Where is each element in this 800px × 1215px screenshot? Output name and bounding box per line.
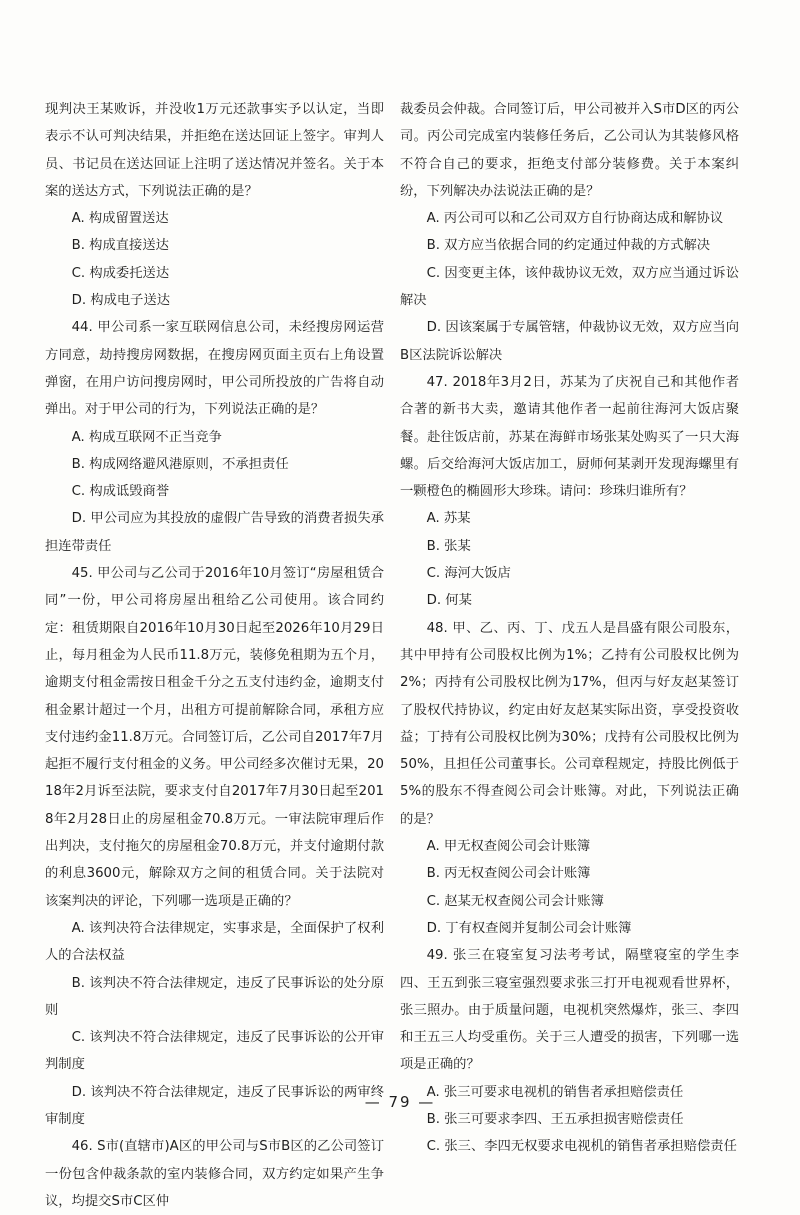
q44-option-d: D. 甲公司应为其投放的虚假广告导致的消费者损失承担连带责任	[45, 511, 384, 554]
q43-option-c: C. 构成委托送达	[71, 265, 170, 281]
q47-option-d: D. 何某	[426, 593, 472, 609]
q49-option-a: A. 张三可要求电视机的销售者承担赔偿责任	[426, 1084, 684, 1100]
q47-option-b: B. 张某	[426, 538, 471, 554]
q48-option-c: C. 赵某无权查阅公司会计账簿	[426, 893, 604, 909]
q46-option-b: B. 双方应当依据合同的约定通过仲裁的方式解决	[426, 238, 711, 254]
q45-option-d: D. 该判决不符合法律规定，违反了民事诉讼的两审终审制度	[45, 1084, 384, 1127]
q46-stem: 46. S市(直辖市)A区的甲公司与S市B区的乙公司签订一份包含仲裁条款的室内装修合同，双方约定如果产生争议，均提交S市C区仲	[45, 1139, 384, 1209]
left-column	[45, 96, 384, 1215]
q48-option-d: D. 丁有权查阅并复制公司会计账簿	[426, 920, 632, 936]
q46-option-c: C. 因变更主体，该仲裁协议无效，双方应当通过诉讼解决	[400, 265, 739, 309]
q45-option-b: B. 该判决不符合法律规定，违反了民事诉讼的处分原则	[45, 975, 384, 1018]
page-number: — 79 —	[364, 1093, 436, 1111]
q48-option-a: A. 甲无权查阅公司会计账簿	[426, 839, 591, 855]
q46-option-d: D. 因该案属于专属管辖，仲裁协议无效，双方应当向B区法院诉讼解决	[400, 320, 739, 363]
q46-option-a: A. 丙公司可以和乙公司双方自行协商达成和解协议	[426, 211, 724, 227]
q43-option-d: D. 构成电子送达	[71, 293, 171, 309]
q47-option-a: A. 苏某	[426, 511, 471, 527]
q43-option-b: B. 构成直接送达	[71, 238, 169, 254]
q44-option-b: B. 构成网络避风港原则，不承担责任	[71, 456, 289, 472]
q49-stem: 49. 张三在寝室复习法考考试，隔壁寝室的学生李四、王五到张三寝室强烈要求张三打开电视观看世界杯，张三照办。由于质量问题，电视机突然爆炸，张三、李四和王五三人均受重伤。关于三人遭受的损害，下列哪一选项是正确的？	[400, 948, 739, 1073]
q47-option-c: C. 海河大饭店	[426, 566, 511, 582]
q48-option-b: B. 丙无权查阅公司会计账簿	[426, 866, 591, 882]
q47-stem: 47. 2018年3月2日，苏某为了庆祝自己和其他作者合著的新书大卖，邀请其他作者一起前往海河大饭店聚餐。赴往饭店前，苏某在海鲜市场张某处购买了一只大海螺。后交给海河大饭店加工，厨师何某剥开发现海螺里有一颗橙色的椭圆形大珍珠。请问：珍珠归谁所有？	[400, 374, 739, 500]
q44-option-a: A. 构成互联网不正当竞争	[71, 429, 222, 445]
q44-stem: 44. 甲公司系一家互联网信息公司，未经搜房网运营方同意，劫持搜房网数据，在搜房网页面主页右上角设置弹窗，在用户访问搜房网时，甲公司所投放的广告将自动弹出。对于甲公司的行为，下列说法正确的是？	[45, 320, 384, 418]
q48-stem: 48. 甲、乙、丙、丁、戊五人是昌盛有限公司股东，其中甲持有公司股权比例为1%；乙持有公司股权比例为2%；丙持有公司股权比例为17%，但丙与好友赵某签订了股权代持协议，约定由好友赵某实际出资，享受投资收益；丁持有公司股权比例为30%；戊持有公司股权比例为50%，且担任公司董事长。公司章程规定，持股比例低于5%的股东不得查阅公司会计账簿。对此，下列说法正确的是？	[400, 620, 739, 827]
q49-option-b: B. 张三可要求李四、王五承担损害赔偿责任	[426, 1111, 684, 1127]
q45-option-a: A. 该判决符合法律规定，实事求是，全面保护了权利人的合法权益	[45, 920, 384, 964]
q46-continuation: 裁委员会仲裁。合同签订后，甲公司被并入S市D区的丙公司。丙公司完成室内装修任务后，乙公司认为其装修风格不符合自己的要求，拒绝支付部分装修费。关于本案纠纷，下列解决办法说法正确的是？	[400, 102, 739, 199]
right-column	[400, 96, 739, 1161]
q45-option-c: C. 该判决不符合法律规定，违反了民事诉讼的公开审判制度	[45, 1030, 384, 1073]
q43-continuation: 现判决王某败诉，并没收1万元还款事实予以认定，当即表示不认可判决结果，并拒绝在送达回证上签字。审判人员、书记员在送达回证上注明了送达情况并签名。关于本案的送达方式，下列说法正确的是？	[45, 102, 384, 199]
q45-stem: 45. 甲公司与乙公司于2016年10月签订“房屋租赁合同”一份，甲公司将房屋出租给乙公司使用。该合同约定：租赁期限自2016年10月30日起至2026年10月29日止，每月租金为人民币11.8万元，装修免租期为五个月，逾期支付租金需按日租金千分之五支付违约金，逾期支付租金累计超过一个月，出租方可提前解除合同，承租方应支付违约金11.8万元。合同签订后，乙公司自2017年7月起拒不履行支付租金的义务。甲公司经多次催讨无果，2018年2月诉至法院，要求支付自2017年7月30日起至2018年2月28日止的房屋租金70.8万元。一审法院审理后作出判决，支付拖欠的房屋租金70.8万元，并支付逾期付款的利息3600元，解除双方之间的租赁合同。关于法院对该案判决的评论，下列哪一选项是正确的？	[45, 566, 384, 909]
q43-option-a: A. 构成留置送达	[71, 211, 169, 227]
q44-option-c: C. 构成诋毁商誉	[71, 484, 170, 500]
q49-option-c: C. 张三、李四无权要求电视机的销售者承担赔偿责任	[426, 1139, 737, 1155]
